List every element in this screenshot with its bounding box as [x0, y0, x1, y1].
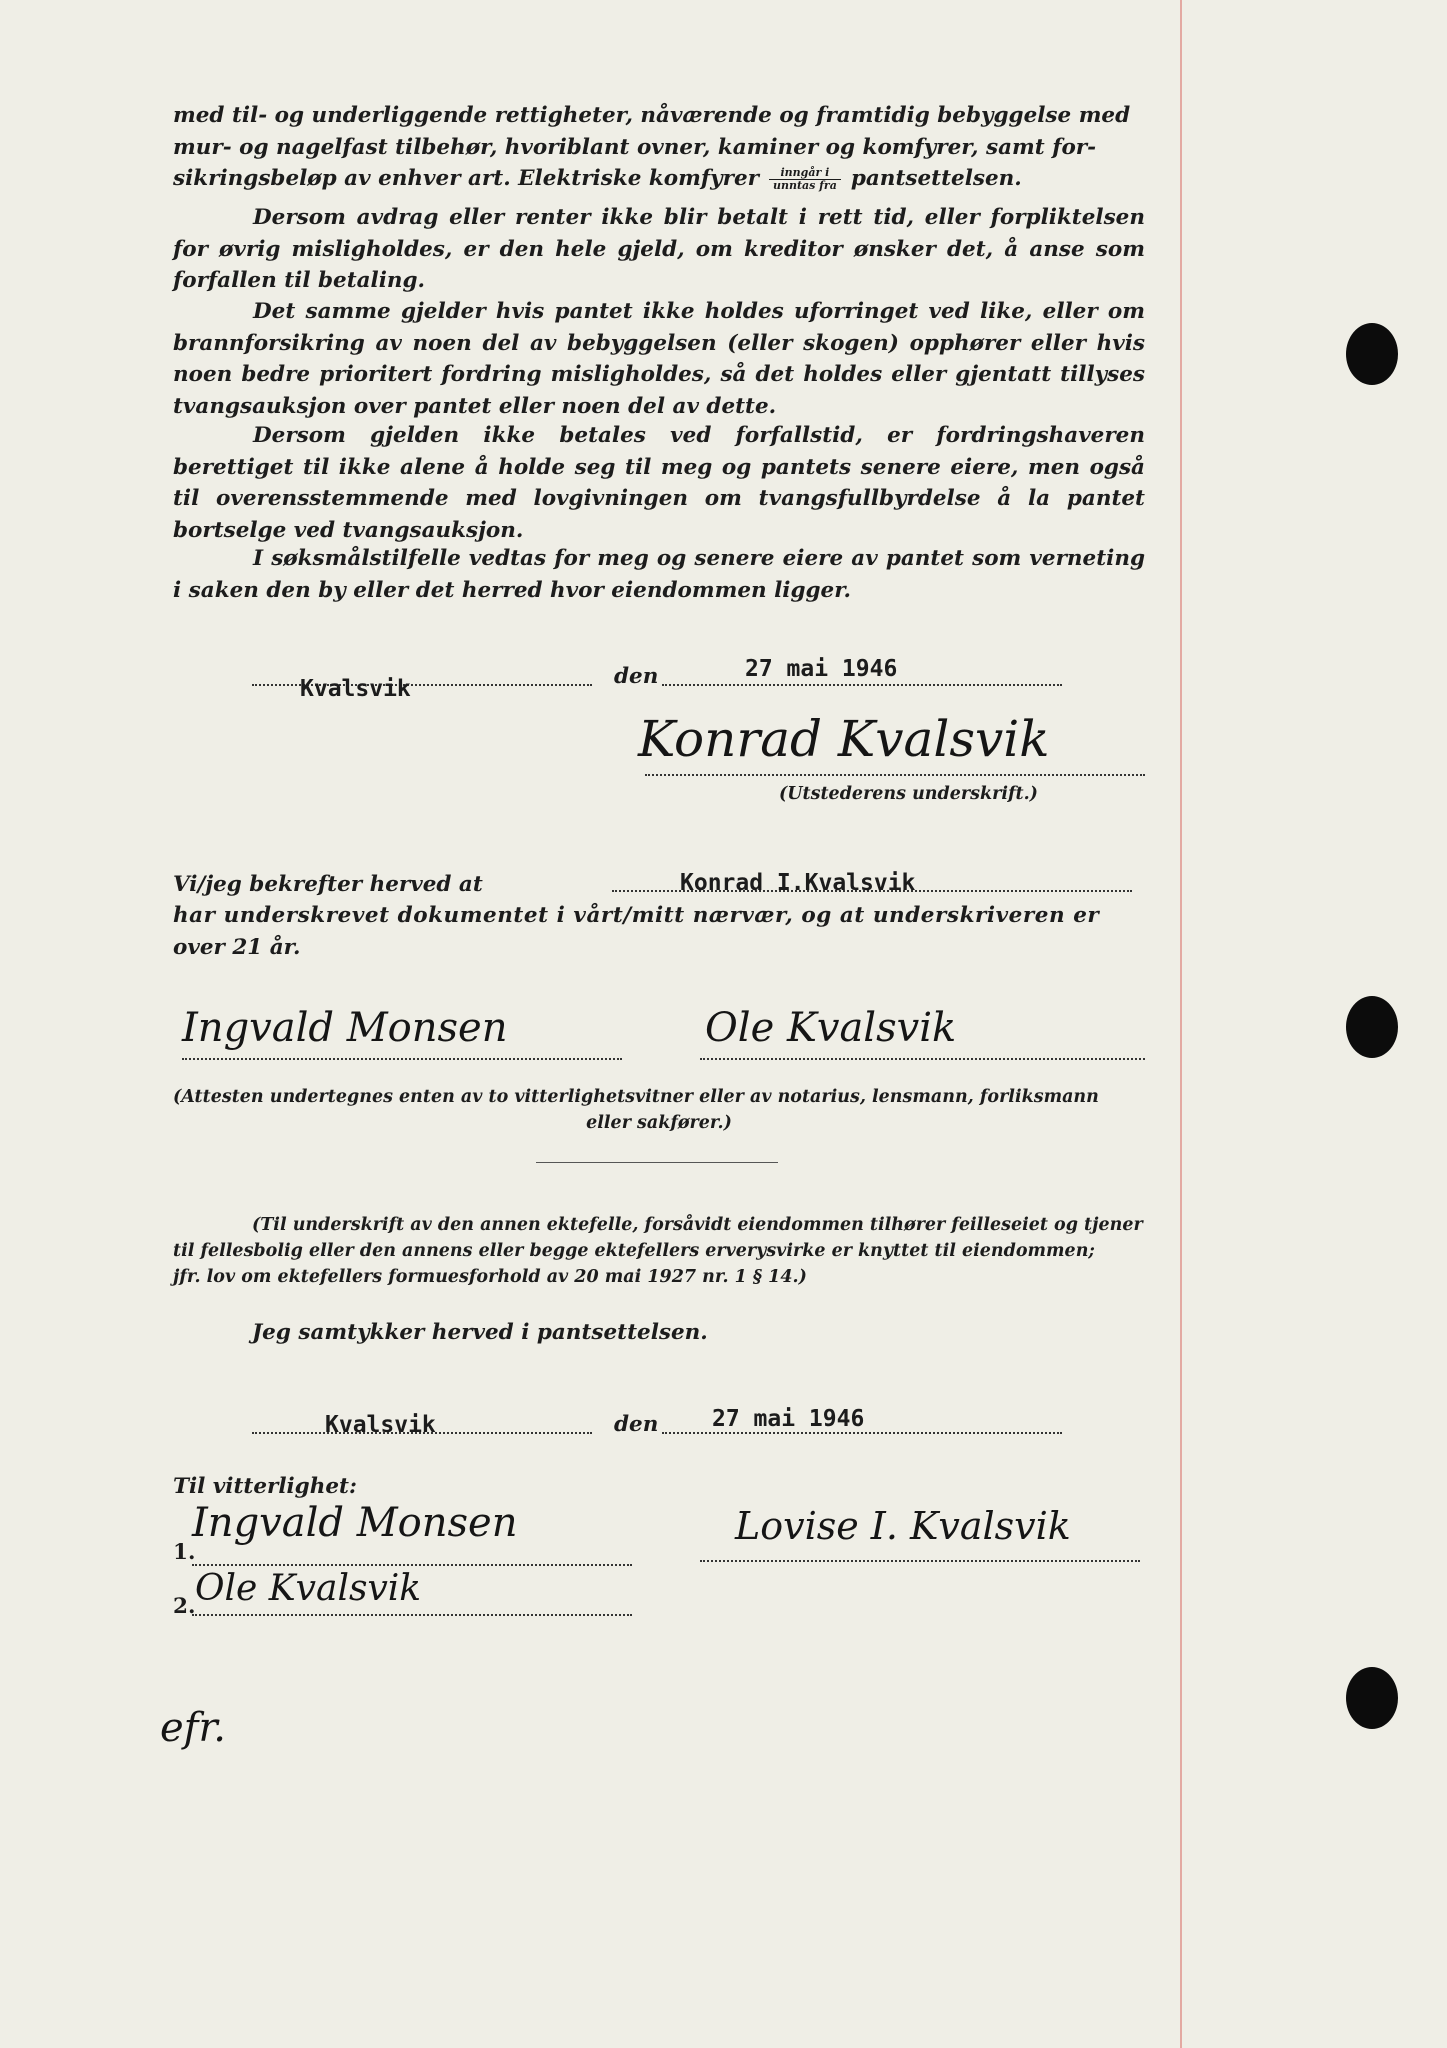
paragraph-venue: I søksmålstilfelle vedtas for meg og senere eiere av pantet som verneting i saken den by eller det herred hvor eiendommen ligger. [173, 546, 1145, 603]
spouse-signature-line [700, 1560, 1140, 1562]
consent-text: Jeg samtykker herved i pantsettelsen. [252, 1320, 708, 1345]
attestation-prefix: Vi/jeg bekrefter herved at [173, 872, 483, 897]
witness-number-1: 1. [173, 1540, 196, 1565]
paragraph-line: sikringsbeløp av enhver art. Elektriske komfyrer [173, 166, 759, 192]
attested-name: Konrad I.Kvalsvik [680, 870, 916, 896]
punch-hole-top [1346, 323, 1398, 385]
attestation-line-2: har underskrevet dokumentet i vårt/mitt nærvær, og at underskriveren er [173, 903, 1100, 928]
spouse-note-line-1: (Til underskrift av den annen ektefelle, forsåvidt eiendommen tilhører feilleseiet og tjener [252, 1215, 1143, 1235]
consent-place: Kvalsvik [325, 1412, 436, 1438]
issuer-signature-caption: (Utstederens underskrift.) [779, 784, 1038, 804]
spouse-signature: Lovise I. Kvalsvik [735, 1504, 1071, 1548]
spouse-note-line-3: jfr. lov om ektefellers formuesforhold av 20 mai 1927 nr. 1 § 14.) [173, 1267, 807, 1287]
consent-date: 27 mai 1946 [712, 1406, 865, 1432]
consent-witness-signature-1: Ingvald Monsen [192, 1500, 518, 1546]
issuer-signature: Konrad Kvalsvik [638, 710, 1050, 768]
spouse-note-line-2: til fellesbolig eller den annens eller begge ektefellers erverysvirke er knyttet til eiendommen; [173, 1241, 1095, 1261]
attestation-witness-signature-1: Ingvald Monsen [182, 1005, 508, 1051]
consent-den-label: den [614, 1412, 659, 1437]
paragraph-pledge-condition: Det samme gjelder hvis pantet ikke holdes uforringet ved like, eller om brannforsikring av noen del av bebyggelsen (eller skogen) opphører eller hvis noen bedre prioritert fordring misligholdes, så det holdes eller gjentatt tillyses tvangsauksjon over pantet eller noen del av dette. [173, 299, 1145, 419]
witness-1-dotted-line [182, 1058, 622, 1060]
consent-date-dotted-line [662, 1432, 1062, 1434]
section-divider [536, 1162, 778, 1163]
paragraph-line: pantsettelsen. [850, 166, 1022, 192]
attestation-note-line-2: eller sakfører.) [586, 1113, 732, 1133]
paragraph-default: Dersom avdrag eller renter ikke blir betalt i rett tid, eller forpliktelsen for øvrig misligholdes, er den hele gjeld, om kreditor ønsker det, å anse som forfallen til betaling. [173, 205, 1145, 294]
attestation-note-line-1: (Attesten undertegnes enten av to vitterlighetsvitner eller av notarius, lensmann, forliksmann [173, 1087, 1099, 1107]
fraction-bottom: unntas fra [772, 178, 837, 192]
consent-witness-1-line [192, 1564, 632, 1566]
witness-number-2: 2. [173, 1594, 196, 1619]
margin-rule [1180, 0, 1182, 2048]
issuer-date: 27 mai 1946 [745, 656, 898, 682]
date-dotted-line [662, 684, 1062, 686]
paragraph-line: med til- og underliggende rettigheter, nåværende og framtidig bebyggelse med [173, 103, 1131, 128]
initials-mark: efr. [160, 1705, 226, 1751]
punch-hole-bottom [1346, 1667, 1398, 1729]
paragraph-enforcement: Dersom gjelden ikke betales ved forfallstid, er fordringshaveren berettiget til ikke alene å holde seg til meg og pantets senere eiere, men også til overensstemmende med lovgivningen om tvangsfullbyrdelse å la pantet bortselge ved tvangsauksjon. [173, 423, 1145, 543]
issuer-den-label: den [614, 664, 659, 689]
paragraph-property-rights [173, 100, 1145, 195]
consent-witness-signature-2: Ole Kvalsvik [195, 1568, 422, 1609]
included-excluded-fraction [769, 167, 841, 192]
witness-label: Til vitterlighet: [173, 1474, 357, 1499]
consent-witness-2-line [192, 1614, 632, 1616]
fraction-top: inngår i [769, 167, 841, 180]
witness-2-dotted-line [700, 1058, 1145, 1060]
attestation-line-3: over 21 år. [173, 935, 301, 960]
attestation-witness-signature-2: Ole Kvalsvik [705, 1005, 957, 1051]
paragraph-line: mur- og nagelfast tilbehør, hvoriblant ovner, kaminer og komfyrer, samt for- [173, 134, 1097, 160]
issuer-place: Kvalsvik [300, 676, 411, 702]
punch-hole-middle [1346, 996, 1398, 1058]
signature-dotted-line [645, 774, 1145, 776]
